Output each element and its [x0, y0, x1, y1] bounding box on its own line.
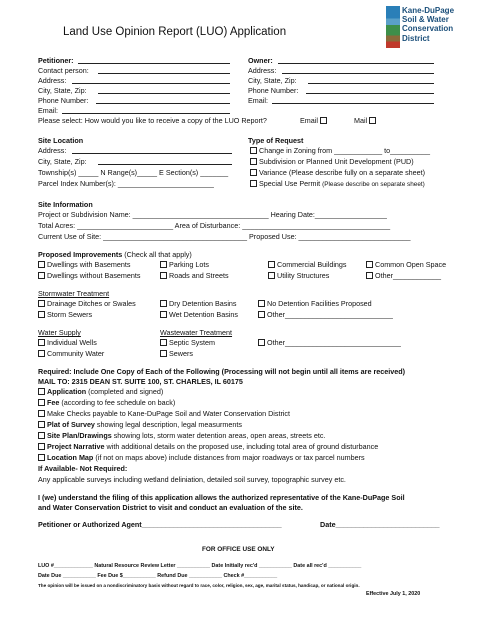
required-item[interactable]: Make Checks payable to Kane-DuPage Soil and Water Conservation District: [38, 409, 290, 418]
site-address-label: Address:: [38, 146, 67, 155]
petitioner-city-label: City, State, Zip:: [38, 86, 87, 95]
disclaimer: The opinion will be issued on a nondiscriminatory basis without regard to race, color, religion, sex, age, marital status, handicap, or national origin.: [38, 583, 360, 588]
if-available-text: Any applicable surveys including wetland deliniation, detailed soil survey, topographic survey etc.: [38, 475, 346, 484]
water-option[interactable]: Community Water: [38, 349, 104, 358]
required-item[interactable]: Plat of Survey showing legal description, legal measurments: [38, 420, 242, 429]
petitioner-email-label: Email:: [38, 106, 58, 115]
improvement-option[interactable]: Commercial Buildings: [268, 260, 347, 269]
improvement-checkbox[interactable]: [366, 272, 373, 279]
delivery-prompt: Please select: How would you like to receive a copy of the LUO Report?: [38, 116, 267, 125]
required-checkbox[interactable]: [38, 432, 45, 439]
water-option[interactable]: Individual Wells: [38, 338, 97, 347]
office-use-heading: FOR OFFICE USE ONLY: [202, 546, 275, 553]
wastewater-other-checkbox[interactable]: [258, 339, 265, 346]
wastewater-heading: Wastewater Treatment: [160, 328, 233, 337]
pud-checkbox[interactable]: [250, 158, 257, 165]
authorization-text: I (we) understand the filing of this application allows the authorized representative of the Kane-DuPage Soil: [38, 493, 405, 502]
wastewater-option[interactable]: Septic System: [160, 338, 215, 347]
site-city-label: City, State, Zip:: [38, 157, 87, 166]
required-checkbox[interactable]: [38, 399, 45, 406]
owner-heading: Owner:: [248, 56, 273, 65]
improvement-option[interactable]: Dwellings with Basements: [38, 260, 131, 269]
authorization-text-2: and Water Conservation District to visit and conduct an evaluation of the site.: [38, 503, 303, 512]
stormwater-option[interactable]: No Detention Facilities Proposed: [258, 299, 372, 308]
office-line-2: Date Due ___________ Fee Due $___________ Refund Due ___________ Check #___________: [38, 573, 278, 579]
owner-phone-field[interactable]: [306, 93, 434, 94]
site-use-line[interactable]: Current Use of Site: ____________________________________ Proposed Use: ____________________________: [38, 232, 411, 241]
if-available-heading: If Available- Not Required:: [38, 464, 128, 473]
mail-to-address: MAIL TO: 2315 DEAN ST. SUITE 100, ST. CHARLES, IL 60175: [38, 377, 243, 386]
parcel-line[interactable]: Parcel Index Number(s): ________________________: [38, 179, 214, 188]
contact-person-field[interactable]: [98, 73, 230, 74]
special-use-checkbox[interactable]: [250, 180, 257, 187]
project-name-line[interactable]: Project or Subdivision Name: __________________________________ Hearing Date:__________________: [38, 210, 387, 219]
improvement-option[interactable]: Utility Structures: [268, 271, 329, 280]
owner-email-field[interactable]: [272, 103, 434, 104]
owner-name-field[interactable]: [278, 63, 434, 64]
improvement-checkbox[interactable]: [38, 261, 45, 268]
effective-date: Effective July 1, 2020: [366, 591, 421, 597]
office-line-1: LUO #_____________ Natural Resource Review Letter ___________ Date Initially rec'd ___________ Date all rec'd ___________: [38, 563, 362, 569]
petitioner-heading: Petitioner:: [38, 56, 74, 65]
petitioner-address-label: Address:: [38, 76, 67, 85]
site-address-field[interactable]: [72, 153, 232, 154]
request-special-use[interactable]: Special Use Permit (Please describe on separate sheet): [250, 179, 425, 188]
improvement-option[interactable]: Parking Lots: [160, 260, 209, 269]
required-checkbox[interactable]: [38, 388, 45, 395]
variance-checkbox[interactable]: [250, 169, 257, 176]
request-variance[interactable]: Variance (Please describe fully on a separate sheet): [250, 168, 425, 177]
required-checkbox[interactable]: [38, 410, 45, 417]
required-checkbox[interactable]: [38, 443, 45, 450]
zoning-checkbox[interactable]: [250, 147, 257, 154]
water-checkbox[interactable]: [38, 339, 45, 346]
owner-address-field[interactable]: [282, 73, 434, 74]
stormwater-checkbox[interactable]: [258, 311, 265, 318]
owner-city-label: City, State, Zip:: [248, 76, 297, 85]
request-heading: Type of Request: [248, 136, 304, 145]
improvement-checkbox[interactable]: [160, 272, 167, 279]
required-checkbox[interactable]: [38, 454, 45, 461]
improvement-checkbox[interactable]: [268, 261, 275, 268]
required-item[interactable]: Project Narrative with additional details on the proposed use, including total area of ground disturbance: [38, 442, 378, 451]
site-city-field[interactable]: [98, 164, 232, 165]
stormwater-checkbox[interactable]: [38, 300, 45, 307]
stormwater-option[interactable]: Storm Sewers: [38, 310, 92, 319]
district-logo-text: Kane-DuPage Soil & Water Conservation District: [402, 6, 455, 43]
required-item[interactable]: Location Map (if not on maps above) include distances from major roadways or tax parcel numbers: [38, 453, 365, 462]
improvement-option[interactable]: Common Open Space: [366, 260, 446, 269]
petitioner-city-field[interactable]: [98, 93, 230, 94]
improvement-checkbox[interactable]: [268, 272, 275, 279]
stormwater-heading: Stormwater Treatment: [38, 289, 110, 298]
request-pud[interactable]: Subdivision or Planned Unit Development (PUD): [250, 157, 414, 166]
improvement-option[interactable]: Dwellings without Basements: [38, 271, 140, 280]
stormwater-option[interactable]: Other___________________________: [258, 310, 393, 319]
delivery-mail-option[interactable]: Mail: [354, 116, 378, 125]
petitioner-email-field[interactable]: [62, 113, 230, 114]
acres-line[interactable]: Total Acres: ________________________ Area of Disturbance: _____________________________________: [38, 221, 391, 230]
petitioner-phone-label: Phone Number:: [38, 96, 89, 105]
signature-line[interactable]: Petitioner or Authorized Agent___________________________________: [38, 520, 282, 529]
stormwater-option[interactable]: Wet Detention Basins: [160, 310, 238, 319]
required-checkbox[interactable]: [38, 421, 45, 428]
water-supply-heading: Water Supply: [38, 328, 81, 337]
owner-city-field[interactable]: [308, 83, 434, 84]
stormwater-checkbox[interactable]: [160, 311, 167, 318]
site-location-heading: Site Location: [38, 136, 84, 145]
wastewater-checkbox[interactable]: [160, 350, 167, 357]
water-checkbox[interactable]: [38, 350, 45, 357]
required-heading: Required: Include One Copy of Each of the Following (Processing will not begin until all items are received): [38, 367, 406, 376]
mail-checkbox[interactable]: [369, 117, 376, 124]
owner-address-label: Address:: [248, 66, 277, 75]
petitioner-name-field[interactable]: [78, 63, 230, 64]
required-item[interactable]: Application (completed and signed): [38, 387, 163, 396]
stormwater-checkbox[interactable]: [160, 300, 167, 307]
petitioner-phone-field[interactable]: [96, 103, 230, 104]
owner-email-label: Email:: [248, 96, 268, 105]
district-logo: [386, 6, 400, 48]
email-checkbox[interactable]: [320, 117, 327, 124]
stormwater-checkbox[interactable]: [258, 300, 265, 307]
required-item[interactable]: Site Plan/Drawings showing lots, storm water detention areas, open areas, streets etc.: [38, 431, 325, 440]
township-line[interactable]: Township(s) _____ N Range(s)_____ E Section(s) _______: [38, 168, 229, 177]
owner-phone-label: Phone Number:: [248, 86, 299, 95]
improvements-heading: Proposed Improvements (Check all that apply): [38, 250, 192, 259]
wastewater-other-option[interactable]: Other_____________________________: [258, 338, 401, 347]
petitioner-address-field[interactable]: [72, 83, 230, 84]
site-info-heading: Site Information: [38, 200, 93, 209]
improvement-checkbox[interactable]: [366, 261, 373, 268]
improvement-checkbox[interactable]: [160, 261, 167, 268]
delivery-email-option[interactable]: Email: [300, 116, 329, 125]
stormwater-checkbox[interactable]: [38, 311, 45, 318]
stormwater-option[interactable]: Drainage Ditches or Swales: [38, 299, 136, 308]
improvement-option[interactable]: Other____________: [366, 271, 441, 280]
page-title: Land Use Opinion Report (LUO) Application: [63, 26, 287, 38]
required-item[interactable]: Fee (according to fee schedule on back): [38, 398, 175, 407]
stormwater-option[interactable]: Dry Detention Basins: [160, 299, 237, 308]
wastewater-option[interactable]: Sewers: [160, 349, 193, 358]
request-zoning[interactable]: Change in Zoning from ____________ to__________: [250, 146, 430, 155]
contact-person-label: Contact person:: [38, 66, 89, 75]
improvement-option[interactable]: Roads and Streets: [160, 271, 229, 280]
wastewater-checkbox[interactable]: [160, 339, 167, 346]
signature-date-line[interactable]: Date__________________________: [320, 520, 440, 529]
improvement-checkbox[interactable]: [38, 272, 45, 279]
